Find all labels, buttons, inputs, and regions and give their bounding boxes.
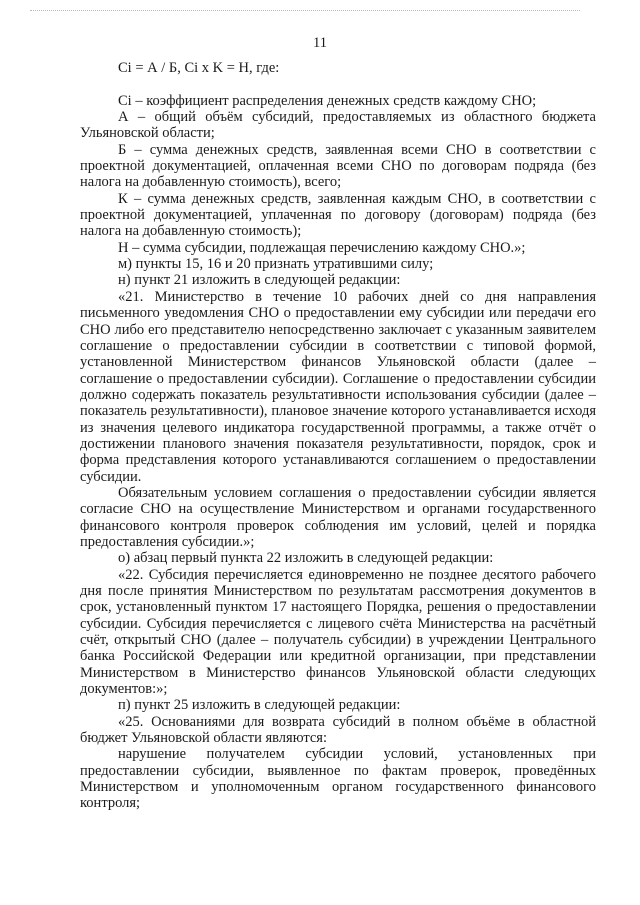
paragraph: Б – сумма денежных средств, заявленная всеми СНО в соответствии с проектной документацией, оплаченная всеми СНО по договорам подряда (без налога на добавленную стоимость), всего; (80, 141, 596, 191)
paragraph: Ci – коэффициент распределения денежных средств каждому СНО; (118, 92, 537, 109)
document-body (80, 60, 596, 812)
paragraph: А – общий объём субсидий, предоставляемых из областного бюджета Ульяновской области; (80, 109, 596, 142)
paragraph: нарушение получателем субсидии условий, установленных при предоставлении субсидии, выявленное по фактам проверок, проведённых Министерством и уполномоченным органом государственного финансового контроля; (80, 746, 596, 812)
formula-line: Ci = А / Б, Ci x K = Н, где: (118, 60, 280, 76)
paragraph: «22. Субсидия перечисляется единовременно не позднее десятого рабочего дня после принятия Министерством по результатам рассмотрения документов в срок, установленный пунктом 17 настоящего Порядка, решения о предоставлении субсидии. Субсидия перечисляется с лицевого счёта Министерства на расчётный счёт, открытый СНО (далее – получатель субсидии) в учреждении Центрального банка Российской Федерации или кредитной организации, при представлении Министерством в Министерство финансов Ульяновской области следующих документов:»; (80, 566, 596, 698)
paragraph: «25. Основаниями для возврата субсидий в полном объёме в областной бюджет Ульяновской области являются: (80, 713, 596, 747)
paragraph: Н – сумма субсидии, подлежащая перечислению каждому СНО.»; (118, 239, 526, 256)
page-number: 11 (313, 35, 327, 51)
paragraph: м) пункты 15, 16 и 20 признать утратившими силу; (118, 256, 434, 273)
paragraph: о) абзац первый пункта 22 изложить в следующей редакции: (118, 550, 494, 567)
paragraph: К – сумма денежных средств, заявленная каждым СНО, в соответствии с проектной документацией, уплаченная по договору (договорам) подряда (без налога на добавленную стоимость); (80, 190, 596, 240)
paragraph: Обязательным условием соглашения о предоставлении субсидии является согласие СНО на осуществление Министерством и органами государственного финансового контроля проверок соблюдения им условий, целей и порядка предоставления субсидии.»; (80, 484, 596, 550)
paragraph: п) пункт 25 изложить в следующей редакции: (118, 697, 401, 714)
paragraph: н) пункт 21 изложить в следующей редакции: (118, 272, 401, 289)
scan-border-line (30, 10, 580, 11)
paragraph: «21. Министерство в течение 10 рабочих дней со дня направления письменного уведомления СНО о предоставлении ему субсидии или передачи его СНО либо его представителю непосредственно заключает с указанным заявителем соглашение о предоставлении субсидии в соответствии с типовой формой, установленной Министерством финансов Ульяновской области (далее – соглашение о предоставлении субсидии). Соглашение о предоставлении субсидии должно содержать показатель результативности использования субсидии (далее – показатель результативности), плановое значение которого устанавливается исходя из значения целевого индикатора государственной программы, а также отчёт о достижении планового значения показателя результативности, порядок, срок и форма представления которого устанавливаются соглашением о предоставлении субсидии. (80, 288, 596, 485)
